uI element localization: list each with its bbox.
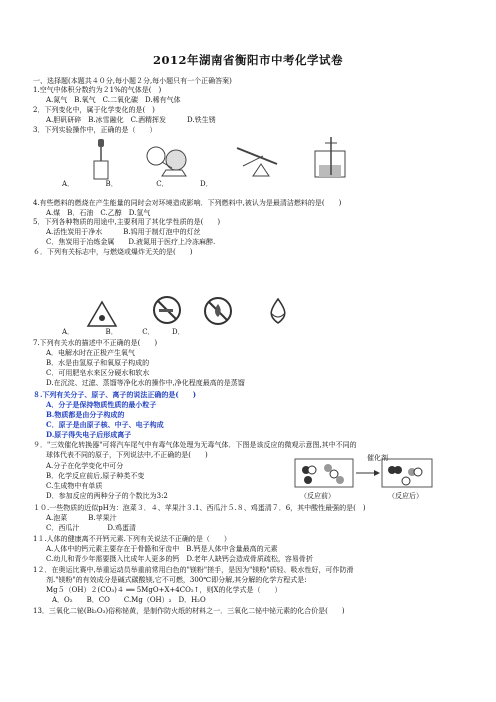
section-heading: 一、选择题(本题共４０分,每小题２分,每小题只有一个正确答案) <box>33 77 232 85</box>
question-12-equation: Mg５（OH）２(CO₃)４ ══ 5MgO+X+4CO₂↑，则X的化学式是（ ） <box>46 586 282 594</box>
no-fire-sign-icon <box>202 296 234 326</box>
test-tube-figure <box>233 142 285 178</box>
question-8-option-a: A．分子是保持物质性质的最小粒子 <box>46 400 157 409</box>
question-6-options: A． B． C． D． <box>62 328 185 336</box>
reaction-after-label: （反应后） <box>388 492 423 500</box>
question-2: 2．下列变化中，属于化学变化的是( ) <box>33 106 155 114</box>
water-saving-sign-icon <box>262 296 294 326</box>
question-12-cont: 剂."镁粉"的有效成分是碱式碳酸镁,它不可燃，300℃即分解,其分解的化学方程式是: <box>46 576 307 584</box>
question-4: 4.有些燃料的燃烧在产生能量的同时会对环境造成影响．下列燃料中,被认为是最清洁燃料的是( ) <box>33 199 342 207</box>
question-8: ８.下列有关分子、原子、离子的说法正确的是( ) <box>33 390 197 399</box>
beaker-figure <box>309 135 351 181</box>
question-9-option-b: B．化学反应前后,原子种类不变 <box>46 472 145 480</box>
question-9: ９．"三效催化转换器"可将汽车尾气中有毒气体处理为无毒气体．下图是该反应的微观示意图,其中不同的 <box>33 441 357 449</box>
question-2-options: A.胆矾研碎 B.冰雪融化 C.酒精挥发 D.铁生锈 <box>46 116 216 124</box>
no-smoking-sign-icon <box>152 294 182 326</box>
question-11-options-cd: C.幼儿和青少年需要摄入比成年人更多的钙 D.老年人缺钙会造成骨质疏松，容易骨折 <box>46 555 313 563</box>
question-10-options-ab: A.泡菜 B.苹果汁 <box>46 514 117 522</box>
question-7-option-c: C．可用肥皂水来区分硬水和软水 <box>46 369 150 377</box>
question-7-option-b: B．水是由氢原子和氧原子构成的 <box>46 359 150 367</box>
question-1: 1.空气中体积分数约为２1%的气体是( ) <box>33 86 162 94</box>
question-10: １０.一些物质的近似pH为：泡菜３．４、苹果汁３.1、西瓜汁５.８、鸡蛋清７．6，其中酸性最强的是( ) <box>33 504 366 512</box>
question-8-option-b: B.物质都是由分子构成的 <box>46 410 125 419</box>
question-10-options-cd: C．西瓜汁 D.鸡蛋清 <box>46 524 136 532</box>
question-3: 3．下列实验操作中，正确的是（ ） <box>33 126 157 134</box>
question-8-option-c: C．原子是由原子核、中子、电子构成 <box>46 420 164 429</box>
reaction-before-label: （反应前） <box>300 492 335 500</box>
question-5-options-ab: A.活性炭用于净水 B.钨用于制灯泡中的灯丝 <box>46 228 201 236</box>
question-4-options: A.煤 B．石油 C.乙醇 D.氢气 <box>46 209 151 217</box>
question-7-option-a: A．电解水时在正极产生氧气 <box>46 349 136 357</box>
question-12-options: A．O₂ B．CO C.Mg（OH）₂ D．H₂O <box>52 596 206 604</box>
question-7: 7.下列有关水的描述中不正确的是( ) <box>33 339 158 347</box>
question-5-options-cd: C．焦炭用于冶炼金属 D.液氮用于医疗上冷冻麻醉. <box>46 238 216 246</box>
question-9-cont: 球体代表不同的原子，下列说法中,不正确的是( ) <box>46 451 208 459</box>
page-title: 2012年湖南省衡阳市中考化学试卷 <box>152 53 343 67</box>
dropper-figure <box>90 137 114 181</box>
question-7-option-d: D.在沉淀、过滤、蒸馏等净化水的操作中,净化程度最高的是蒸馏 <box>46 379 245 387</box>
question-11-options-ab: A.人体中的钙元素主要存在于骨骼和牙齿中 B.钙是人体中含量最高的元素 <box>46 545 278 553</box>
question-11: 1１.人体的健康离不开钙元素.下列有关说法不正确的是（ ） <box>33 535 231 543</box>
explosive-sign-icon <box>86 300 118 328</box>
question-3-options: A． B． C． D． <box>62 180 213 188</box>
question-5: 5．下列各种物质的用途中,主要利用了其化学性质的是( ) <box>33 218 221 226</box>
question-9-option-d: D．参加反应的两种分子的个数比为3:2 <box>46 492 168 500</box>
question-1-options: A.氮气 B.氧气 C.二氧化碳 D.稀有气体 <box>46 96 181 104</box>
question-12: 1２．在奥运比赛中,举重运动员举重前常用白色的"镁粉"搓手，是因为"镁粉"质轻、吸水性好，可作防滑 <box>33 566 354 574</box>
question-9-option-c: C.生成物中有单质 <box>46 482 103 490</box>
question-9-option-a: A.分子在化学变化中可分 <box>46 462 124 470</box>
question-6: ６．下列有关标志中，与燃烧或爆炸无关的是( ) <box>33 248 193 256</box>
catalyst-label: 催化剂 <box>367 454 388 462</box>
alcohol-lamp-figure <box>142 142 190 178</box>
question-8-option-d: D.原子得失电子后形成离子 <box>46 430 132 439</box>
question-13: 13．三氧化二铋(Bi₂O₃)俗称铋黄，是制作防火纸的材料之一．三氧化二铋中铋元素的化合价是( ) <box>33 607 345 615</box>
